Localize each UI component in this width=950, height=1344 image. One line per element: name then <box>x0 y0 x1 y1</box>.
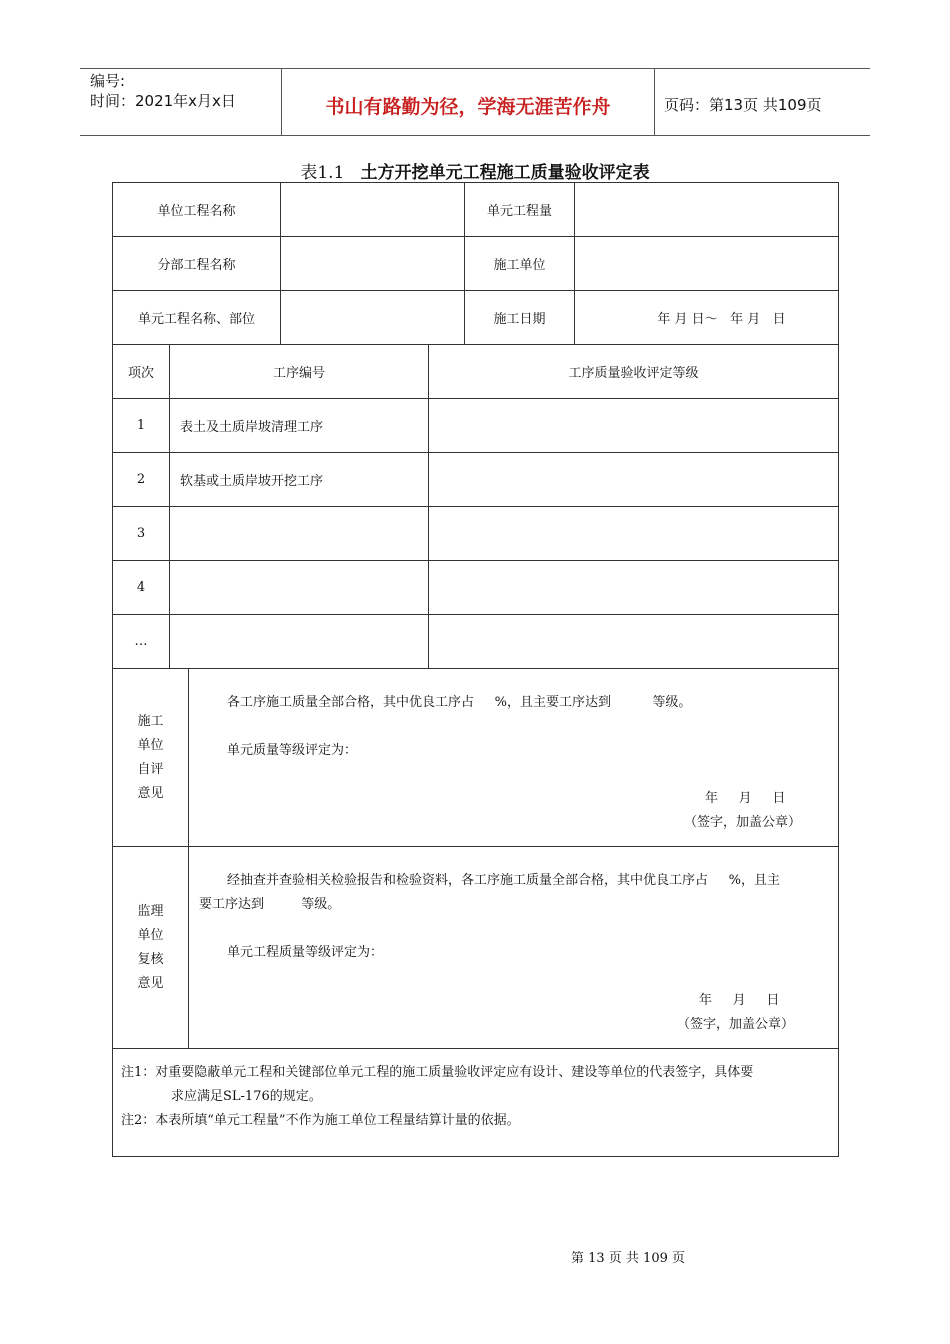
page-footer: 第 13 页 共 109 页 <box>570 1251 686 1266</box>
supervision-label <box>113 847 189 1049</box>
header-bottom-border <box>80 135 870 136</box>
process-grade[interactable] <box>429 453 839 507</box>
self-eval-date: 年 月 日 <box>705 791 786 806</box>
header-process-code: 工序编号 <box>170 345 429 399</box>
supervision-label-line: 监理 <box>137 903 164 919</box>
note-1-continued: 求应满足SL-176的规定。 <box>171 1089 322 1104</box>
construction-date[interactable]: 年 月 日～ 年 月 日 <box>575 291 839 345</box>
page-title <box>112 158 838 183</box>
process-no: … <box>113 615 170 669</box>
self-eval-label <box>113 669 189 847</box>
notes <box>113 1049 839 1157</box>
supervision-label-line: 单位 <box>137 927 164 943</box>
self-eval-content[interactable] <box>189 669 839 847</box>
header-divider-left <box>281 68 282 136</box>
self-eval-label-line: 施工 <box>137 713 164 729</box>
process-grade[interactable] <box>429 561 839 615</box>
info-row-unit-project <box>113 183 839 237</box>
header-item-no: 项次 <box>113 345 170 399</box>
info-label: 单位工程名称 <box>113 183 281 237</box>
table-title: 土方开挖单元工程施工质量验收评定表 <box>360 163 650 183</box>
info-value[interactable] <box>281 183 465 237</box>
header-process-grade: 工序质量验收评定等级 <box>429 345 839 399</box>
process-grade[interactable] <box>429 615 839 669</box>
process-grade[interactable] <box>429 399 839 453</box>
supervision-sign: （签字，加盖公章） <box>677 1017 795 1032</box>
process-name[interactable] <box>170 561 429 615</box>
info-label: 分部工程名称 <box>113 237 281 291</box>
header-time: 时间：2021年x月x日 <box>90 92 236 110</box>
process-name: 软基或土质岸坡开挖工序 <box>170 453 429 507</box>
supervision-line2: 单元工程质量等级评定为： <box>227 945 384 960</box>
process-row <box>113 399 839 453</box>
evaluation-table <box>112 182 839 1157</box>
supervision-label-line: 意见 <box>137 975 164 991</box>
process-row <box>113 561 839 615</box>
info-value2[interactable] <box>575 237 839 291</box>
info-label2: 单元工程量 <box>465 183 575 237</box>
header-divider-right <box>654 68 655 136</box>
process-name: 表土及土质岸坡清理工序 <box>170 399 429 453</box>
info-value2[interactable] <box>575 183 839 237</box>
self-eval-row <box>113 669 839 847</box>
process-no: 1 <box>113 399 170 453</box>
info-label: 单元工程名称、部位 <box>113 291 281 345</box>
supervision-label-line: 复核 <box>137 951 164 967</box>
process-no: 3 <box>113 507 170 561</box>
table-number: 表1.1 <box>300 163 345 183</box>
process-no: 4 <box>113 561 170 615</box>
self-eval-label-line: 自评 <box>137 761 164 777</box>
process-name[interactable] <box>170 615 429 669</box>
header-top-border <box>80 68 870 69</box>
process-name[interactable] <box>170 507 429 561</box>
supervision-content[interactable] <box>189 847 839 1049</box>
header-motto: 书山有路勤为径，学海无涯苦作舟 <box>325 96 611 118</box>
process-no: 2 <box>113 453 170 507</box>
supervision-line1b: 要工序达到 等级。 <box>199 897 341 912</box>
header-page-info: 页码：第13页 共109页 <box>664 96 822 114</box>
info-label2: 施工日期 <box>465 291 575 345</box>
self-eval-line1: 各工序施工质量全部合格，其中优良工序占 %，且主要工序达到 等级。 <box>227 695 692 710</box>
info-value[interactable] <box>281 237 465 291</box>
info-row-unit-name <box>113 291 839 345</box>
info-row-sub-project <box>113 237 839 291</box>
info-value[interactable] <box>281 291 465 345</box>
info-label2: 施工单位 <box>465 237 575 291</box>
process-header-row <box>113 345 839 399</box>
note-2: 注2：本表所填“单元工程量”不作为施工单位工程量结算计量的依据。 <box>121 1113 520 1128</box>
note-1: 注1：对重要隐蔽单元工程和关键部位单元工程的施工质量验收评定应有设计、建设等单位的代表签字，具体要 <box>121 1065 754 1080</box>
supervision-date: 年 月 日 <box>699 993 780 1008</box>
self-eval-label-line: 意见 <box>137 785 164 801</box>
process-row <box>113 615 839 669</box>
header-code-label: 编号: <box>90 72 126 90</box>
process-row <box>113 507 839 561</box>
self-eval-line2: 单元质量等级评定为： <box>227 743 358 758</box>
self-eval-sign: （签字，加盖公章） <box>684 815 802 830</box>
notes-row <box>113 1049 839 1157</box>
self-eval-label-line: 单位 <box>137 737 164 753</box>
supervision-line1: 经抽查并查验相关检验报告和检验资料，各工序施工质量全部合格，其中优良工序占 %，且主 <box>227 873 781 888</box>
process-grade[interactable] <box>429 507 839 561</box>
supervision-row <box>113 847 839 1049</box>
process-row <box>113 453 839 507</box>
